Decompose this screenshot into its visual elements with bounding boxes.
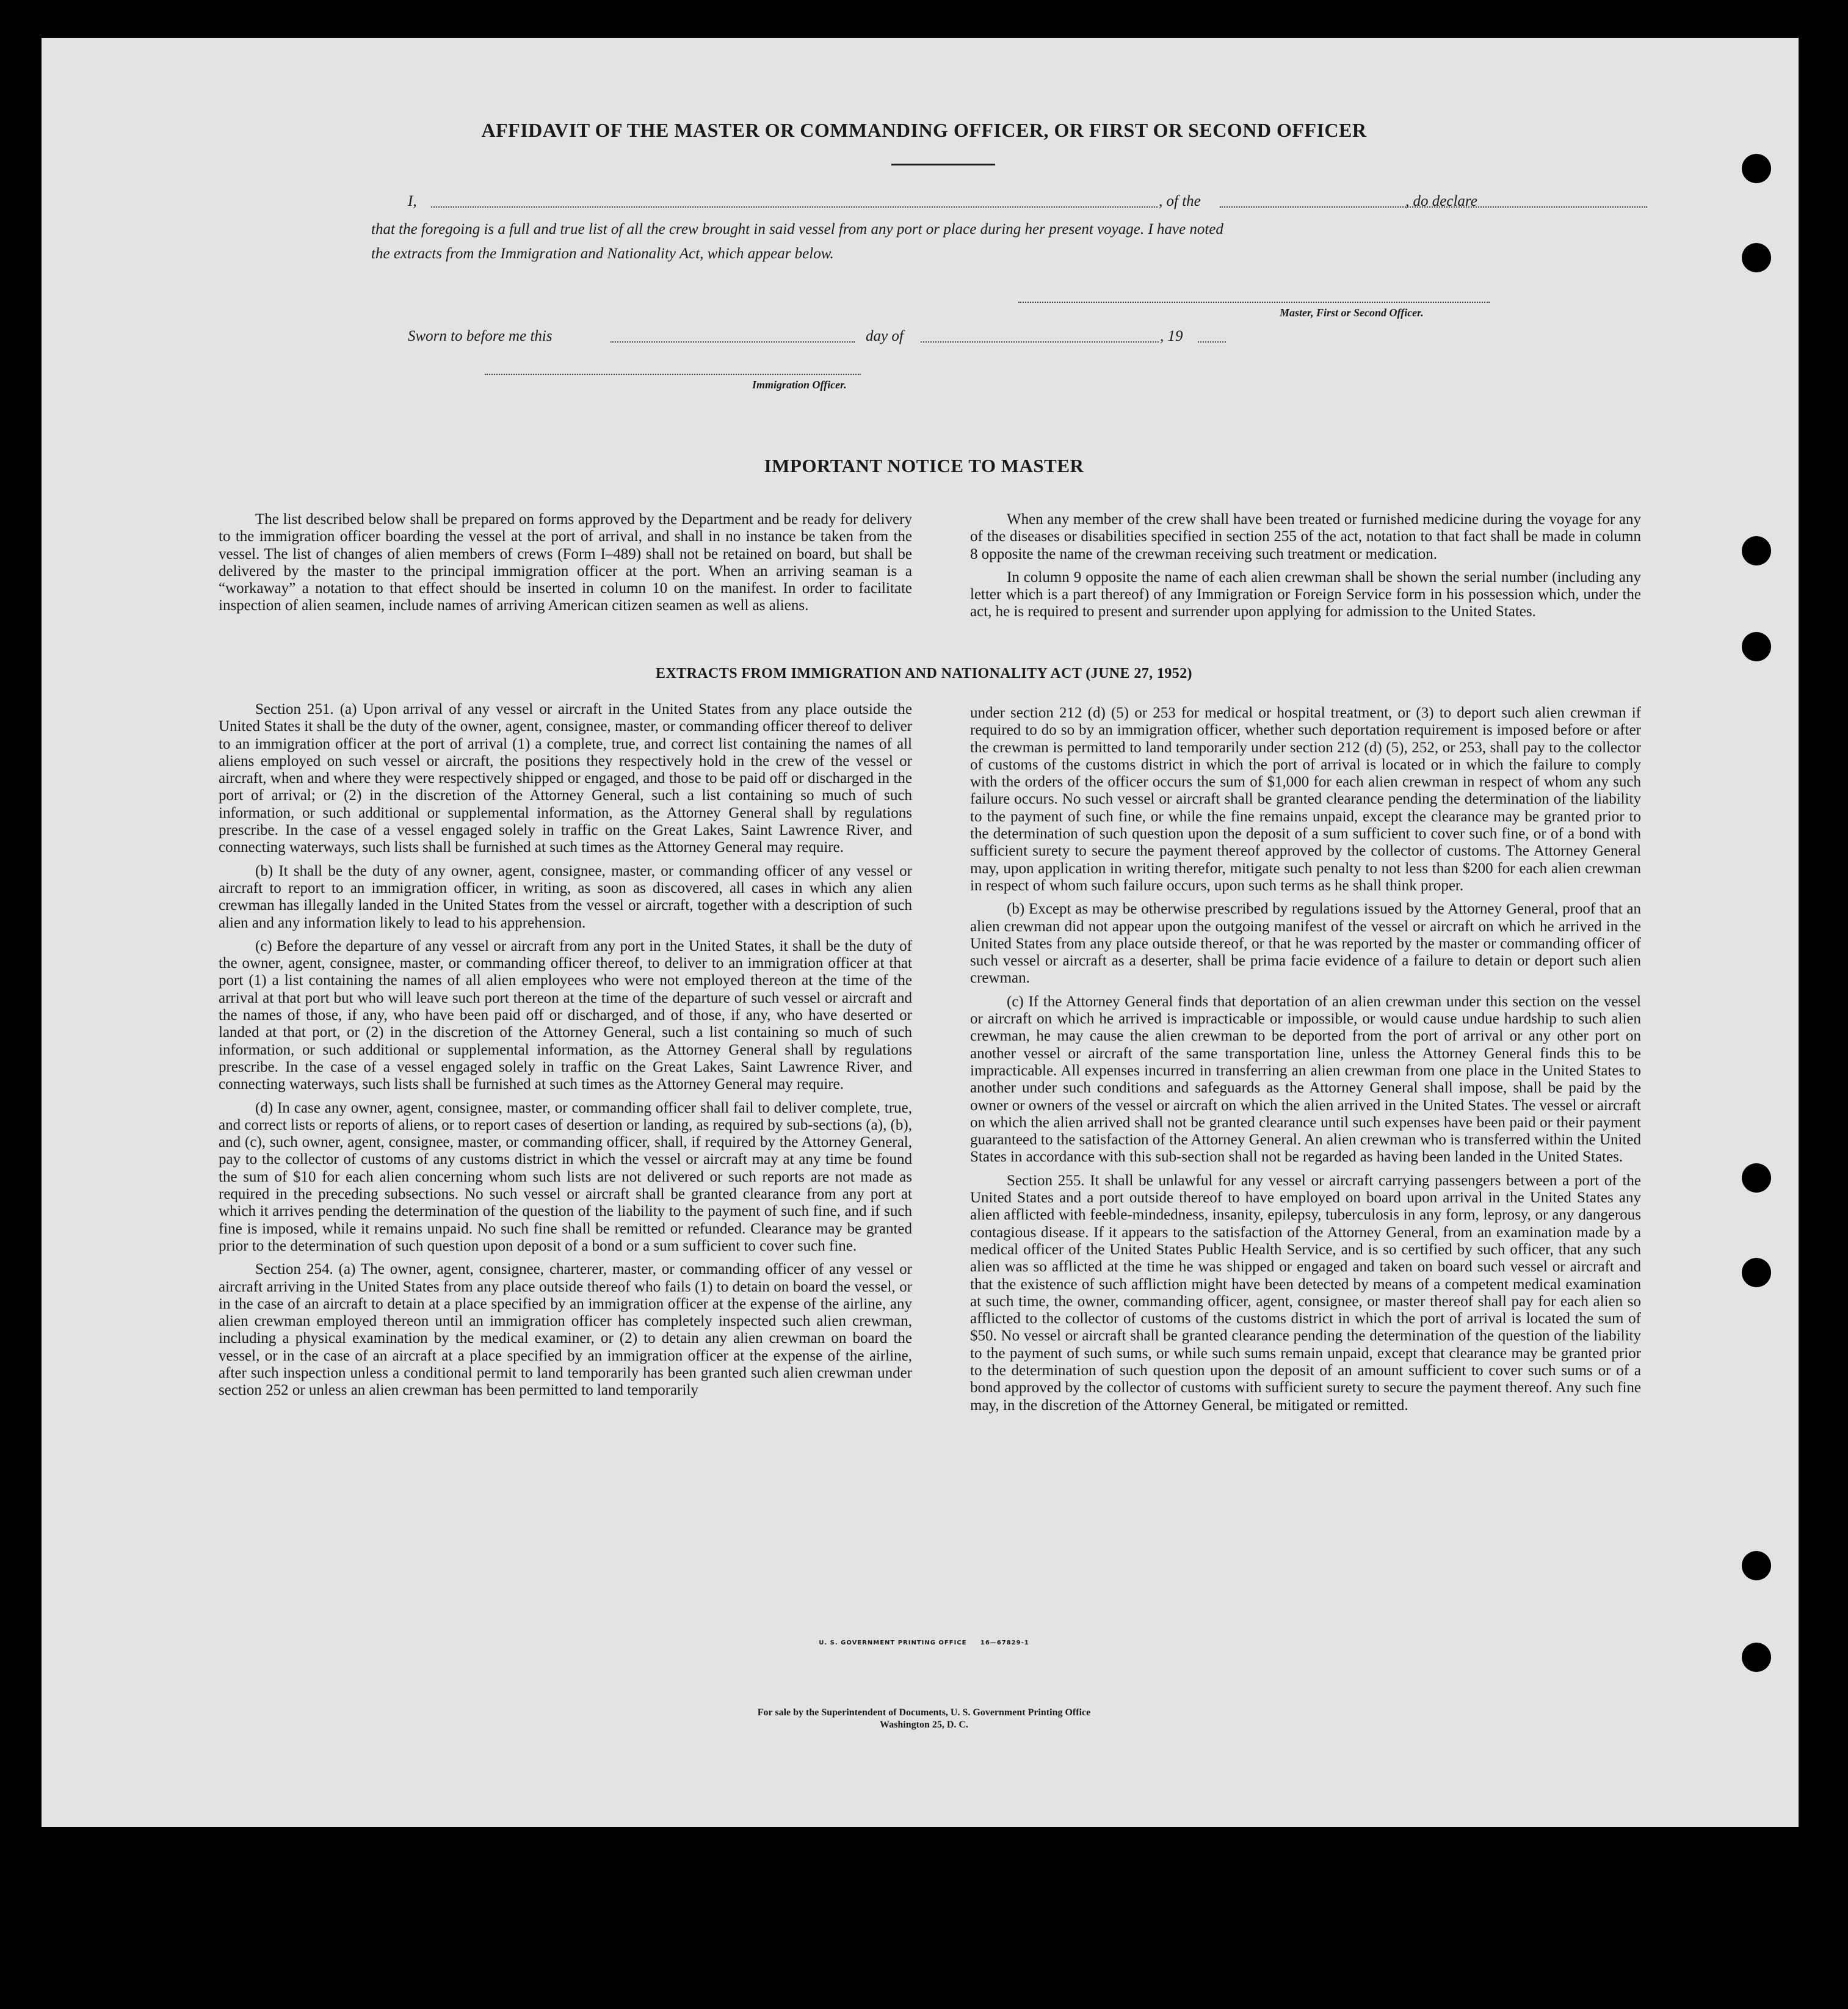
- notice-left-paragraph: The list described below shall be prepared on forms approved by the Department and be ready for delivery to the immigration officer boarding the vessel at the port of arrival, and shall in no instance be taken from the vessel. The list of changes of alien members of crews (Form I–489) shall not be retained on board, but shall be delivered by the master to the principal immigration officer at the port. When an arriving seaman is a “workaway” a notation to that effect should be inserted in column 10 on the manifest. In order to facilitate inspection of alien seamen, include names of arriving American citizen seamen as well as aliens.: [219, 511, 912, 614]
- declare-i-label: I,: [408, 193, 417, 209]
- sworn-month-field[interactable]: [921, 341, 1159, 343]
- section-254-a: Section 254. (a) The owner, agent, consignee, charterer, master, or commanding officer of any vessel or aircraft arriving in the United States from any place outside thereof who fails (1) to detain on board the vessel, or in the case of an aircraft to detain at a place specified by an immigration officer at the expense of the airline, any alien crewman employed thereon until an immigration officer has completely inspected such alien crewman, including a physical examination by the medical examiner, or (2) to detain any alien crewman on board the vessel, or in the case of an aircraft at a place specified by an immigration officer at the expense of the airline, after such inspection unless a conditional permit to land temporarily has been granted such alien crewman under section 252 or unless an alien crewman has been permitted to land temporarily: [219, 1261, 912, 1399]
- printing-office-imprint: U. S. GOVERNMENT PRINTING OFFICE 16—67829-1: [819, 1640, 1029, 1646]
- punch-hole: [1742, 632, 1771, 661]
- section-251-a: Section 251. (a) Upon arrival of any vessel or aircraft in the United States from any place outside the United States it shall be the duty of the owner, agent, consignee, master, or commanding officer thereof to deliver to an immigration officer at the port of arrival (1) a complete, true, and correct list containing the names of all aliens employed on such vessel or aircraft, the positions they respectively hold in the crew of the vessel or aircraft, when and where they were respectively shipped or engaged, and those to be paid off or discharged in the port of arrival; or (2) in the discretion of the Attorney General, such a list containing so much of such information, or such additional or supplemental information, as the Attorney General shall by regulations prescribe. In the case of a vessel engaged solely in traffic on the Great Lakes, Saint Lawrence River, and connecting waterways, such lists shall be furnished at such times as the Attorney General may require.: [219, 701, 912, 856]
- extracts-right-column: [970, 705, 1641, 1420]
- statement-line-2: the extracts from the Immigration and Nationality Act, which appear below.: [371, 245, 834, 262]
- sworn-label: Sworn to before me this: [408, 328, 553, 344]
- title-rule: [891, 164, 995, 165]
- year-prefix-label: , 19: [1160, 328, 1183, 344]
- for-sale-notice: [0, 1707, 1848, 1731]
- extracts-title: EXTRACTS FROM IMMIGRATION AND NATIONALITY ACT (JUNE 27, 1952): [656, 666, 1192, 681]
- punch-hole: [1742, 1163, 1771, 1193]
- statement-line-1: that the foregoing is a full and true list of all the crew brought in said vessel from any port or place during her present voyage. I have noted: [371, 221, 1223, 238]
- sworn-year-field[interactable]: [1198, 341, 1226, 343]
- punch-hole: [1742, 243, 1771, 272]
- day-of-label: day of: [866, 328, 904, 344]
- notice-right-column: [970, 511, 1641, 627]
- punch-hole: [1742, 1643, 1771, 1672]
- section-251-c: (c) Before the departure of any vessel or aircraft from any port in the United States, it shall be the duty of the owner, agent, consignee, master, or commanding officer thereof, to deliver to an immigration officer at that port (1) a list containing the names of all alien employees who were not employed thereon at the time of the arrival at that port but who will leave such port thereon at the time of the departure of such vessel or aircraft and the names of those, if any, who have been paid off or discharged, and of those, if any, who have deserted or landed at that port, or (2) in the discretion of the Attorney General, such a list containing so much of such information, or such additional or supplemental information, as the Attorney General shall by regulations prescribe. In the case of a vessel engaged solely in traffic on the Great Lakes, Saint Lawrence River, and connecting waterways, such lists shall be furnished at such times as the Attorney General may require.: [219, 937, 912, 1093]
- officer-caption: Immigration Officer.: [752, 379, 847, 391]
- extracts-left-column: [219, 701, 912, 1406]
- section-254-b: (b) Except as may be otherwise prescribed by regulations issued by the Attorney General, proof that an alien crewman did not appear upon the outgoing manifest of the vessel or aircraft on which he arrived in the United States from any place outside thereof, or that he was reported by the master or commanding officer of such vessel or aircraft as a deserter, shall be prima facie evidence of a failure to detain or deport such alien crewman.: [970, 901, 1641, 987]
- section-251-d: (d) In case any owner, agent, consignee, master, or commanding officer shall fail to deliver complete, true, and correct lists or reports of aliens, or to report cases of desertion or landing, as required by sub-sections (a), (b), and (c), such owner, agent, consignee, master, or commanding officer, shall, if required by the Attorney General, pay to the collector of customs of any customs district in which the vessel or aircraft may at any time be found the sum of $10 for each alien concerning whom such lists are not delivered or such reports are not made as required in the preceding subsections. No such vessel or aircraft shall be granted clearance from any port at which it arrives pending the determination of the question of the liability to the payment of such fine, and if such fine is imposed, while it remains unpaid. No such fine shall be remitted or refunded. Clearance may be granted prior to the determination of such question upon deposit of a bond or a sum sufficient to cover such fine.: [219, 1099, 912, 1254]
- declare-end-label: , do declare: [1405, 193, 1477, 209]
- master-signature-line[interactable]: [1018, 302, 1490, 303]
- punch-hole: [1742, 536, 1771, 565]
- notice-right-paragraph-2: In column 9 opposite the name of each alien crewman shall be shown the serial number (including any letter which is a part thereof) of any Immigration or Foreign Service form in his possession which, under the act, he is required to present and surrender upon applying for admission to the United States.: [970, 569, 1641, 620]
- declaration-line: [408, 193, 1507, 215]
- for-sale-line-1: For sale by the Superintendent of Documents, U. S. Government Printing Office: [757, 1707, 1091, 1718]
- of-the-label: , of the: [1159, 193, 1201, 209]
- sworn-day-field[interactable]: [611, 341, 855, 343]
- section-254-a-continued: under section 212 (d) (5) or 253 for medical or hospital treatment, or (3) to deport such alien crewman if required to do so by an immigration officer, whether such deportation requirement is imposed before or after the crewman is permitted to land temporarily under section 212 (d) (5), 252, or 253, shall pay to the collector of customs of the customs district in which the port of arrival is located or in which the failure to comply with the orders of the officer occurs the sum of $1,000 for each alien crewman in respect of whom any such failure occurs. No such vessel or aircraft shall be granted clearance pending the determination of the liability to the payment of such fine, or while the fine remains unpaid, except the clearance may be granted prior to the determination of such question upon the deposit of a sum sufficient to cover such fine, or of a bond with sufficient surety to secure the payment thereof approved by the collector of customs. The Attorney General may, upon application in writing therefor, mitigate such penalty to not less than $200 for each alien crewman in respect of whom such failure occurs, upon such terms as he shall think proper.: [970, 705, 1641, 894]
- notice-title: IMPORTANT NOTICE TO MASTER: [764, 455, 1084, 476]
- punch-hole: [1742, 154, 1771, 183]
- for-sale-line-2: Washington 25, D. C.: [880, 1720, 968, 1730]
- notice-right-paragraph-1: When any member of the crew shall have been treated or furnished medicine during the voyage for any of the diseases or disabilities specified in section 255 of the act, notation to that fact shall be made in column 8 opposite the name of the crewman receiving such treatment or medication.: [970, 511, 1641, 562]
- punch-hole: [1742, 1258, 1771, 1287]
- master-caption: Master, First or Second Officer.: [1280, 307, 1424, 319]
- notice-left-column: [219, 511, 912, 621]
- section-251-b: (b) It shall be the duty of any owner, agent, consignee, master, or commanding officer of any vessel or aircraft to report to an immigration officer, in writing, as soon as discovered, all cases in which any alien crewman has illegally landed in the United States from the vessel or aircraft, together with a description of such alien and any information likely to lead to his apprehension.: [219, 862, 912, 931]
- affidavit-title: AFFIDAVIT OF THE MASTER OR COMMANDING OFFICER, OR FIRST OR SECOND OFFICER: [481, 119, 1367, 141]
- section-255: Section 255. It shall be unlawful for any vessel or aircraft carrying passengers between a port of the United States and a port outside thereof to have employed on board upon arrival in the United States any alien afflicted with feeble-mindedness, insanity, epilepsy, tuberculosis in any form, leprosy, or any dangerous contagious disease. If it appears to the satisfaction of the Attorney General, from an examination made by a medical officer of the United States Public Health Service, and is so certified by such officer, that any such alien was so afflicted at the time he was shipped or engaged and taken on board such vessel or aircraft and that the existence of such affliction might have been detected by means of a competent medical examination at such time, the owner, commanding officer, agent, consignee, or master thereof shall pay for each alien so afflicted to the collector of customs of the customs district in which the port of arrival is located the sum of $50. No vessel or aircraft shall be granted clearance pending the determination of the question of the liability to the payment of such sums, or while such sums remain unpaid, except that clearance may be granted prior to the determination of such question upon the deposit of an amount sufficient to cover such sums or of a bond approved by the collector of customs with sufficient surety to secure the payment thereof. Any such fine may, in the discretion of the Attorney General, be mitigated or remitted.: [970, 1172, 1641, 1414]
- officer-signature-line[interactable]: [485, 374, 861, 375]
- section-254-c: (c) If the Attorney General finds that deportation of an alien crewman under this section on the vessel or aircraft on which he arrived is impracticable or impossible, or would cause undue hardship to such alien crewman, he may cause the alien crewman to be deported from the port of arrival or any other port on another vessel or aircraft of the same transportation line, unless the Attorney General finds this to be impracticable. All expenses incurred in transferring an alien crewman from one place in the United States to another under such conditions and safeguards as the Attorney General shall impose, shall be paid by the owner or owners of the vessel or aircraft on which the alien arrived in the United States. The vessel or aircraft on which the alien arrived shall not be granted clearance until such expenses have been paid or their payment guaranteed to the satisfaction of the Attorney General. An alien crewman who is transferred within the United States in accordance with this sub-section shall not be regarded as having been landed in the United States.: [970, 993, 1641, 1166]
- punch-hole: [1742, 1551, 1771, 1580]
- name-field[interactable]: [431, 206, 1158, 208]
